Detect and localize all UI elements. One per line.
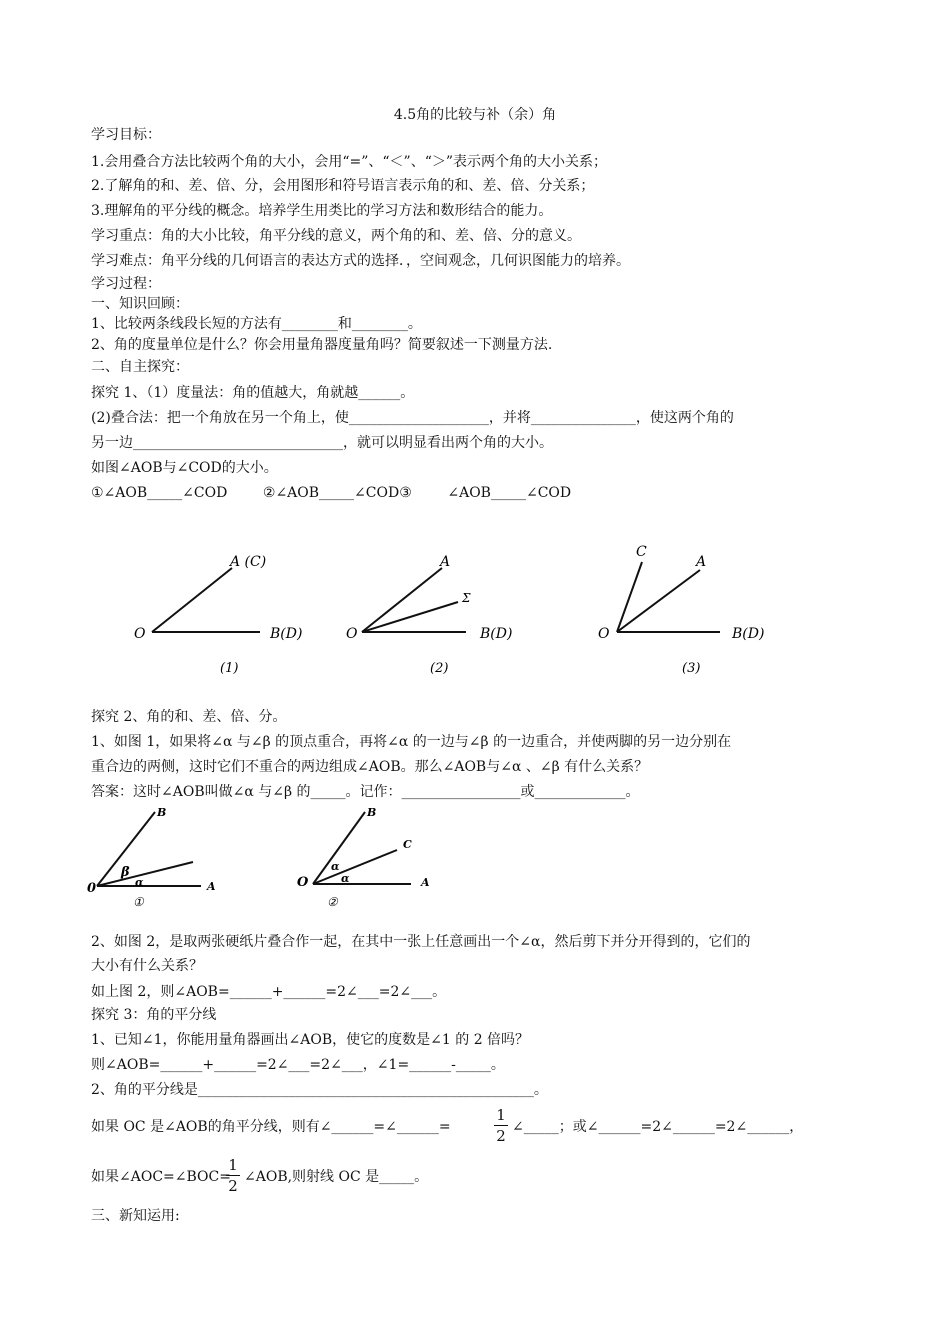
angle-comparison-figures: [120, 540, 800, 680]
explore-3-q1: 1、已知∠1，你能用量角器画出∠AOB，使它的度数是∠1 的 2 倍吗？: [91, 1032, 530, 1048]
sum-fig2-alpha-1: α: [331, 860, 340, 873]
explore-2-answer: 答案：这时∠AOB叫做∠α 与∠β 的_____。记作：_________________或_____________。: [91, 784, 640, 800]
explore-1-overlap: (2)叠合法：把一个角放在另一个角上，使____________________，并将_______________，使这两个角的: [91, 410, 734, 426]
fig2-label-b: B(D): [480, 626, 513, 642]
fig2-label-c: Σ: [462, 591, 471, 605]
fraction-bar: [226, 1175, 240, 1176]
sum-fig1-alpha: α: [135, 876, 144, 889]
bisector-line-1-part-1: 如果 OC 是∠AOB的角平分线，则有∠______=∠______=: [91, 1119, 451, 1135]
explore-1-overlap-cont: 另一边______________________________，就可以明显看出两个角的大小。: [91, 435, 553, 451]
fraction-half-2: [226, 1156, 240, 1195]
bisector-line-2-part-1: 如果∠AOC=∠BOC=: [91, 1169, 231, 1185]
figure-2: [362, 568, 466, 632]
bisector-line-2-part-2: ∠AOB,则射线 OC 是_____。: [244, 1169, 429, 1185]
sum-fig2-label-a: A: [421, 876, 430, 889]
figure-1: [152, 568, 260, 632]
compare-intro: 如图∠AOB与∠COD的大小。: [91, 460, 278, 476]
explore-2-q2-line1: 2、如图 2，是取两张硬纸片叠合作一起，在其中一张上任意画出一个∠α，然后剪下并分开得到的，它们的: [91, 934, 751, 950]
explore-2-heading: 探究 2、角的和、差、倍、分。: [91, 709, 287, 725]
explore-3-q1-answer: 则∠AOB=______+______=2∠___=2∠___，∠1=______-_____。: [91, 1057, 505, 1073]
fig2-label-a: A: [440, 554, 451, 570]
sum-fig2-caption: ②: [327, 895, 338, 909]
explore-3-q2: 2、角的平分线是________________________________________________。: [91, 1082, 548, 1098]
apply-heading: 三、新知运用:: [91, 1208, 180, 1224]
objective-1: 1.会用叠合方法比较两个角的大小，会用“=”、“＜”、“＞”表示两个角的大小关系；: [91, 154, 608, 170]
sum-fig1-beta: β: [121, 865, 130, 880]
key-points: 学习重点：角的大小比较，角平分线的意义，两个角的和、差、倍、分的意义。: [91, 228, 581, 244]
explore-2-q1-line1: 1、如图 1，如果将∠α 与∠β 的顶点重合，再将∠α 的一边与∠β 的一边重合，并使两脚的另一边分别在: [91, 734, 732, 750]
review-question-1: 1、比较两条线段长短的方法有________和________。: [91, 316, 422, 332]
angle-sum-figures: [85, 804, 445, 914]
fraction-half-1: [494, 1106, 508, 1145]
bisector-line-1-part-2: ∠_____；或∠______=2∠______=2∠______，: [512, 1119, 804, 1135]
compare-options: ①∠AOB_____∠COD ②∠AOB_____∠COD③ ∠AOB_____∠COD: [91, 485, 572, 501]
explore-heading: 二、自主探究：: [91, 359, 189, 375]
objective-2: 2.了解角的和、差、倍、分，会用图形和符号语言表示角的和、差、倍、分关系；: [91, 178, 595, 194]
fraction-numerator: 1: [228, 1156, 238, 1174]
fig1-label-o: O: [134, 626, 146, 642]
explore-2-q2-line3: 如上图 2，则∠AOB=______+______=2∠___=2∠___。: [91, 984, 447, 1000]
fig3-label-c: C: [636, 544, 647, 560]
fig3-label-a: A: [696, 554, 707, 570]
explore-2-q2-line2: 大小有什么关系？: [91, 958, 203, 974]
sum-fig2-label-o: O: [297, 875, 309, 890]
fraction-denominator: 2: [228, 1177, 238, 1195]
sum-fig1-label-a: A: [207, 880, 216, 893]
sum-figure-1: [97, 812, 201, 886]
explore-3-heading: 探究 3：角的平分线: [91, 1007, 217, 1023]
fig2-caption: (2): [430, 661, 449, 676]
fig2-label-o: O: [346, 626, 358, 642]
fig1-caption: (1): [220, 661, 239, 676]
objective-3: 3.理解角的平分线的概念。培养学生用类比的学习方法和数形结合的能力。: [91, 203, 553, 219]
explore-1-measure: 探究 1、（1）度量法：角的值越大，角就越______。: [91, 385, 415, 401]
fraction-bar: [494, 1125, 508, 1126]
review-question-2: 2、角的度量单位是什么？你会用量角器度量角吗？简要叙述一下测量方法.: [91, 337, 553, 353]
fig3-caption: (3): [682, 661, 701, 676]
fig1-label-a: A (C): [230, 554, 267, 570]
fig1-label-b: B(D): [270, 626, 303, 642]
objectives-heading: 学习目标：: [91, 127, 161, 143]
sum-fig1-label-b: B: [157, 806, 167, 819]
sum-fig1-caption: ①: [133, 895, 144, 909]
fig3-label-o: O: [598, 626, 610, 642]
sum-fig2-alpha-2: α: [341, 872, 350, 885]
fraction-denominator: 2: [496, 1127, 506, 1145]
process-heading: 学习过程：: [91, 276, 161, 292]
fraction-numerator: 1: [496, 1106, 506, 1124]
fig3-label-b: B(D): [732, 626, 765, 642]
difficult-points: 学习难点：角平分线的几何语言的表达方式的选择．，空间观念，几何识图能力的培养。: [91, 253, 630, 269]
page-title: 4.5角的比较与补（余）角: [393, 107, 557, 123]
explore-2-q1-line2: 重合边的两侧，这时它们不重合的两边组成∠AOB。那么∠AOB与∠α 、∠β 有什么关系？: [91, 759, 649, 775]
sum-figure-2: [313, 812, 411, 884]
sum-fig2-label-c: C: [403, 838, 412, 851]
sum-fig1-label-o: 0: [87, 881, 97, 896]
review-heading: 一、知识回顾：: [91, 296, 189, 312]
figure-3: [617, 562, 720, 632]
sum-fig2-label-b: B: [367, 806, 377, 819]
